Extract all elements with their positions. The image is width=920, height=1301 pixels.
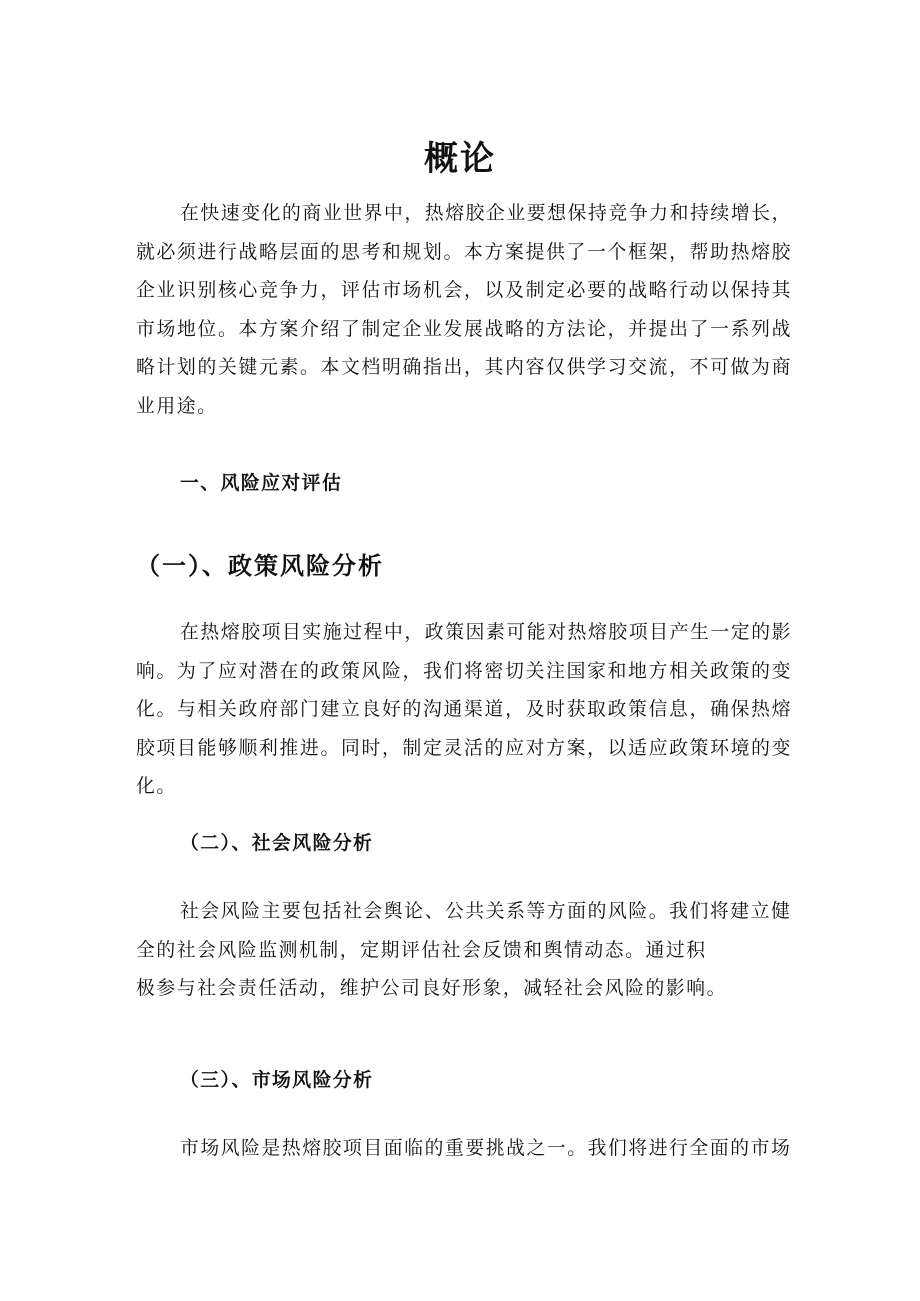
social-risk-line: 社会风险主要包括社会舆论、公共关系等方面的风险。我们将建立健 [180, 901, 792, 922]
subsection-heading-policy-risk: （一）、政策风险分析 [136, 551, 384, 580]
section-heading-risk-assessment: 一、风险应对评估 [180, 472, 343, 494]
market-risk-paragraph: 市场风险是热熔胶项目面临的重要挑战之一。我们将进行全面的市场 [180, 1138, 792, 1159]
subsection-heading-social-risk: （二）、社会风险分析 [180, 832, 374, 854]
policy-risk-paragraph: 在热熔胶项目实施过程中，政策因素可能对热熔胶项目产生一定的影响。为了应对潜在的政策风险，我们将密切关注国家和地方相关政策的变化。与相关政府部门建立良好的沟通渠道，及时获取政策信息，确保热熔胶项目能够顺利推进。同时，制定灵活的应对方案，以适应政策环境的变化。 [136, 622, 792, 797]
document-title: 概论 [424, 138, 496, 179]
subsection-heading-market-risk: （三）、市场风险分析 [180, 1069, 374, 1091]
intro-paragraph: 在快速变化的商业世界中，热熔胶企业要想保持竞争力和持续增长，就必须进行战略层面的思考和规划。本方案提供了一个框架，帮助热熔胶企业识别核心竞争力，评估市场机会，以及制定必要的战略行动以保持其市场地位。本方案介绍了制定企业发展战略的方法论，并提出了一系列战略计划的关键元素。本文档明确指出，其内容仅供学习交流，不可做为商业用途。 [136, 203, 792, 417]
social-risk-line: 全的社会风险监测机制，定期评估社会反馈和舆情动态。通过积 [136, 939, 707, 961]
social-risk-line: 极参与社会责任活动，维护公司良好形象，减轻社会风险的影响。 [136, 978, 728, 999]
social-risk-paragraph [136, 893, 796, 1009]
